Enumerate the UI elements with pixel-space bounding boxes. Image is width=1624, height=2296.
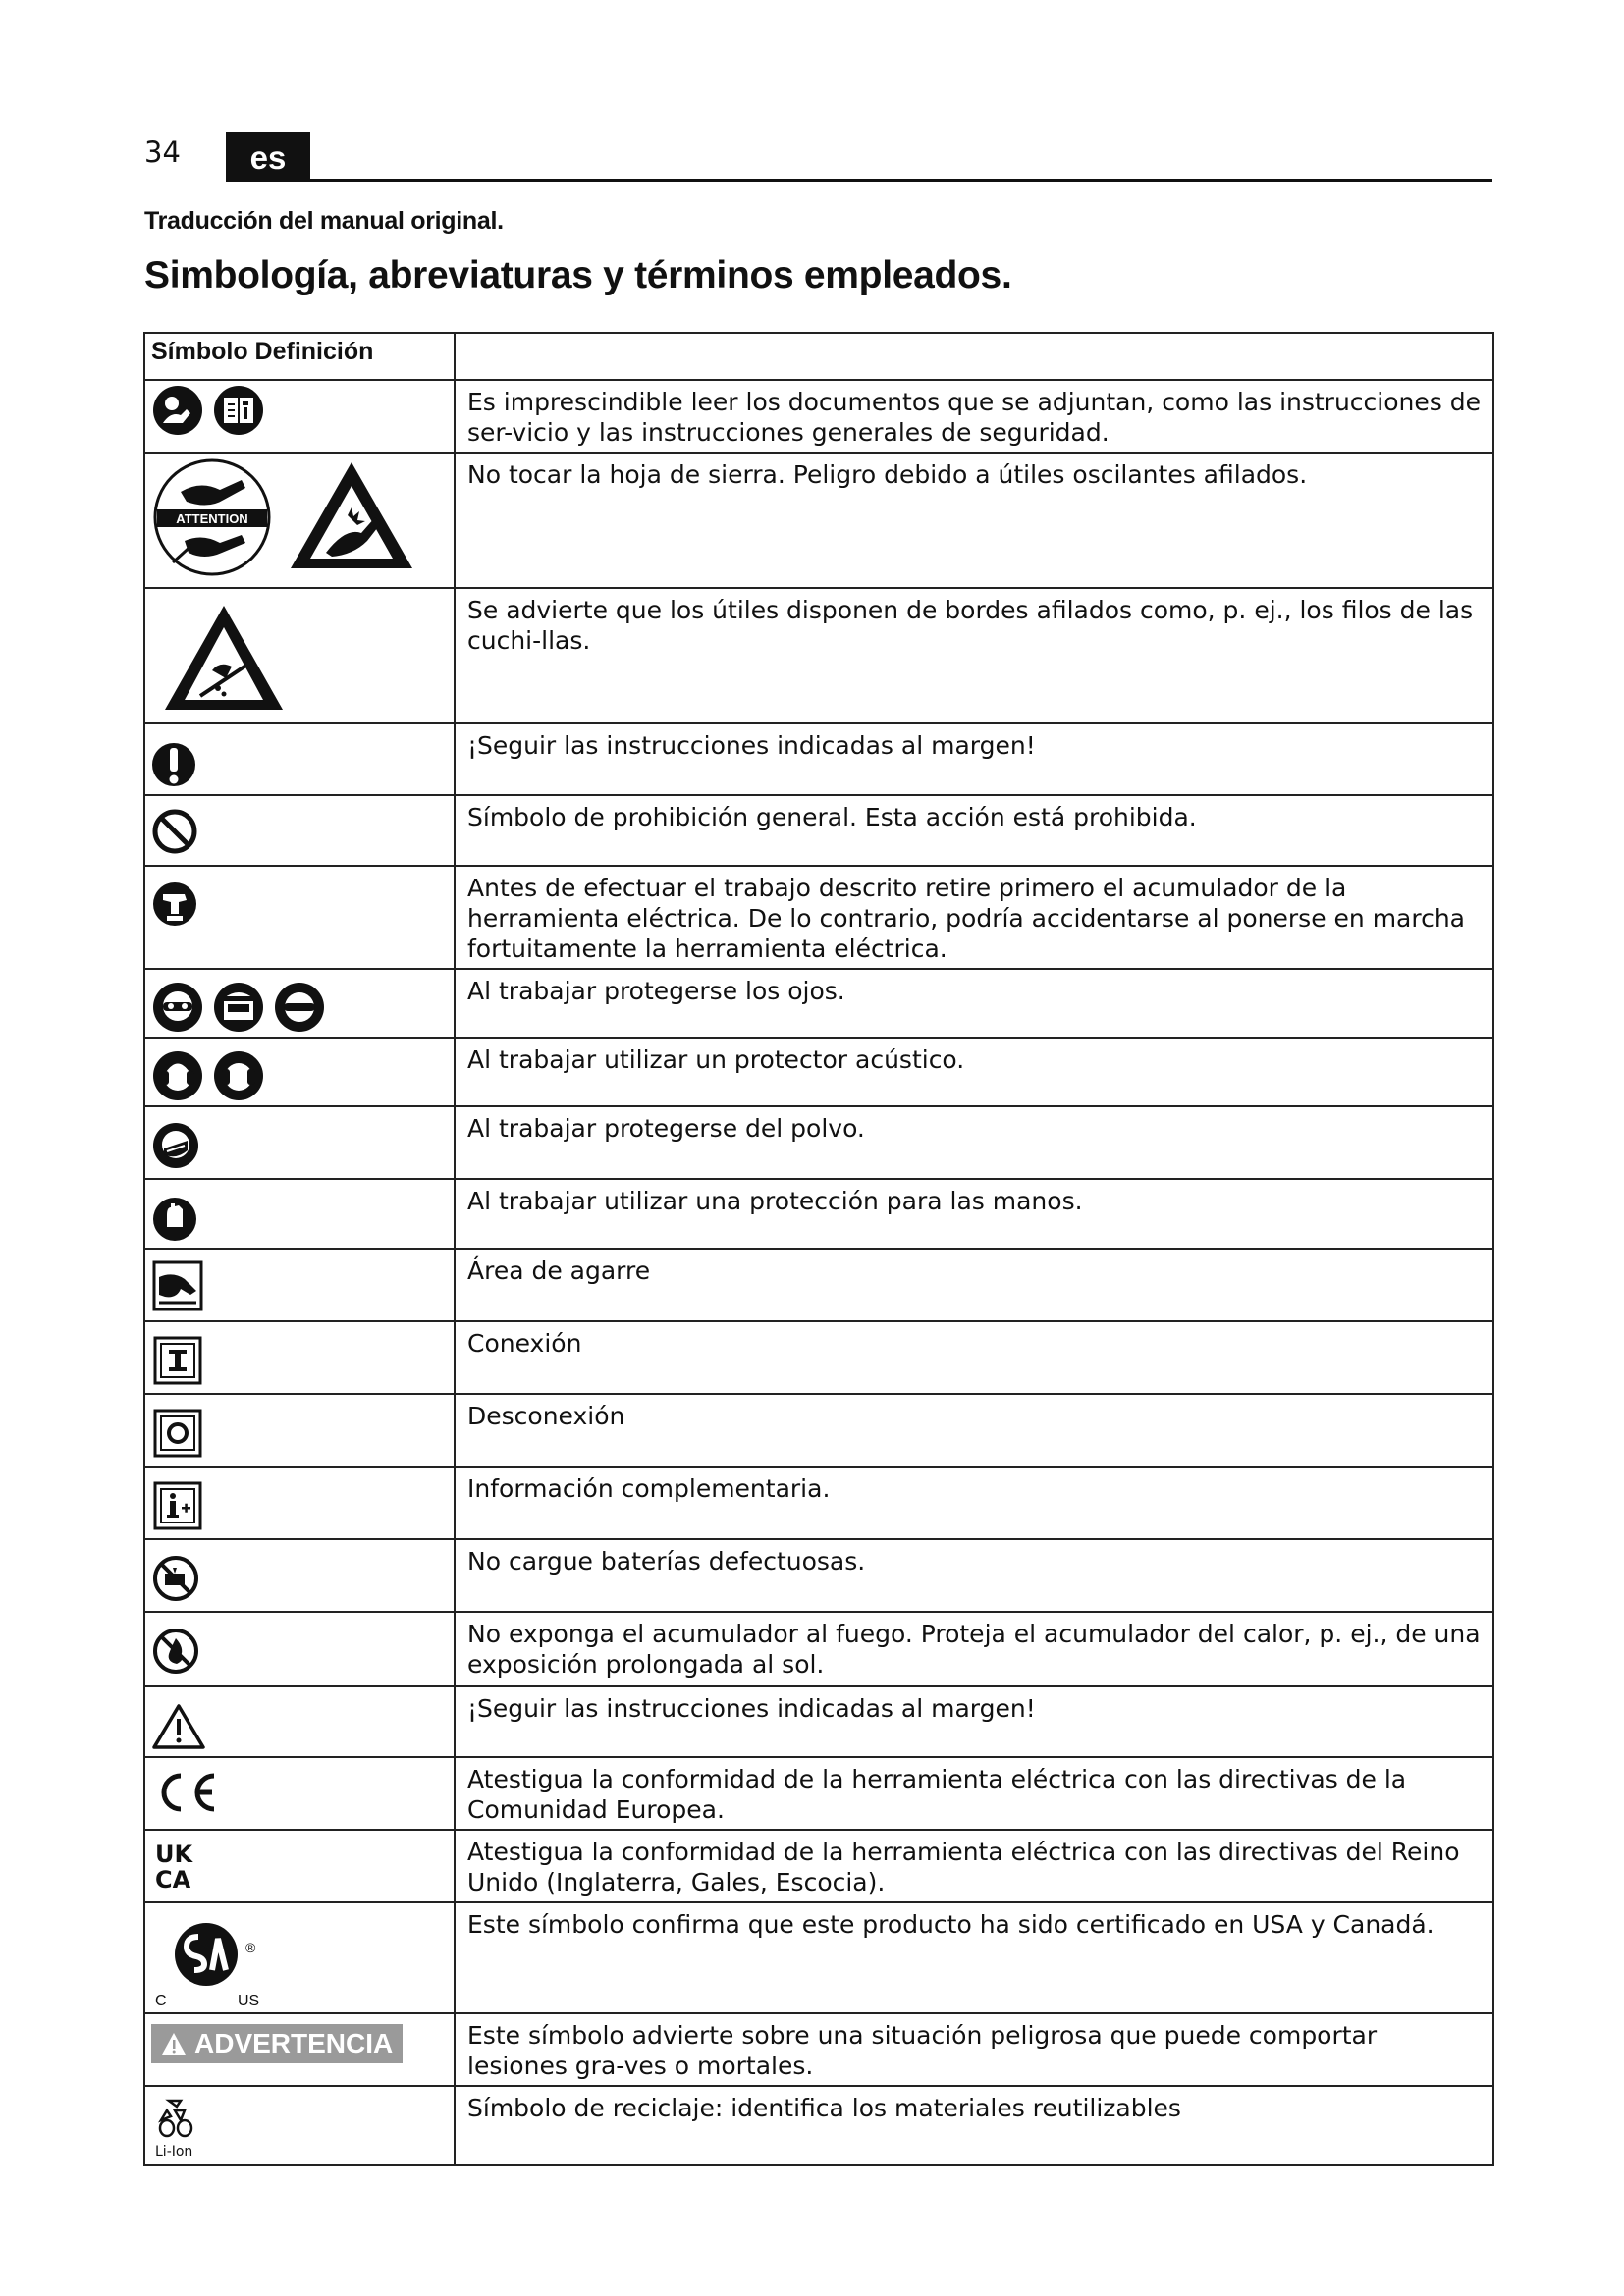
manual-book-icon	[212, 384, 265, 437]
advertencia-text: ADVERTENCIA	[194, 2028, 394, 2058]
row-definition: Al trabajar protegerse del polvo.	[455, 1106, 1493, 1179]
header-rule	[226, 179, 1492, 182]
row-definition: Desconexión	[455, 1394, 1493, 1467]
table-row	[144, 1539, 1493, 1612]
row-definition: Área de agarre	[455, 1249, 1493, 1321]
csa-registered-label: ®	[245, 1940, 256, 1955]
csa-mark-icon	[151, 1913, 269, 2009]
row-definition: Se advierte que los útiles disponen de bordes afilados como, p. ej., los filos de las cuchi-llas.	[455, 588, 1493, 723]
table-row	[144, 1612, 1493, 1686]
language-badge: es	[226, 132, 310, 181]
row-definition: Atestigua la conformidad de la herramienta eléctrica con las directivas del Reino Unido (Inglaterra, Gales, Escocia).	[455, 1830, 1493, 1902]
warning-triangle-small-icon	[161, 2032, 187, 2056]
table-row	[144, 1106, 1493, 1179]
prohibition-icon	[151, 808, 198, 855]
row-definition: Al trabajar utilizar una protección para las manos.	[455, 1179, 1493, 1249]
power-off-icon	[151, 1407, 206, 1462]
dust-mask-icon	[151, 1121, 200, 1170]
row-definition: No cargue baterías defectuosas.	[455, 1539, 1493, 1612]
row-definition: No tocar la hoja de sierra. Peligro debido a útiles oscilantes afilados.	[455, 453, 1493, 588]
table-row	[144, 1467, 1493, 1539]
advertencia-label-icon	[151, 2024, 403, 2063]
document-subtitle: Traducción del manual original.	[144, 207, 504, 235]
row-definition: Símbolo de reciclaje: identifica los materiales reutilizables	[455, 2086, 1493, 2165]
table-row	[144, 453, 1493, 588]
row-definition: ¡Seguir las instrucciones indicadas al margen!	[455, 723, 1493, 795]
table-header-row	[144, 333, 1493, 380]
table-row	[144, 1394, 1493, 1467]
row-definition: Información complementaria.	[455, 1467, 1493, 1539]
face-shield-icon	[212, 981, 265, 1034]
table-row	[144, 1321, 1493, 1394]
recycling-li-ion-icon	[151, 2093, 210, 2162]
table-row	[144, 1179, 1493, 1249]
table-row	[144, 723, 1493, 795]
table-row	[144, 1902, 1493, 2013]
table-row	[144, 1038, 1493, 1106]
table-row	[144, 1249, 1493, 1321]
column-headers: Símbolo Definición	[151, 338, 374, 365]
power-on-icon	[151, 1334, 206, 1389]
row-definition: Símbolo de prohibición general. Esta acción está prohibida.	[455, 795, 1493, 866]
no-charge-damaged-battery-icon	[151, 1554, 200, 1603]
table-row	[144, 1830, 1493, 1902]
row-definition: Atestigua la conformidad de la herramienta eléctrica con las directivas de la Comunidad Europea.	[455, 1757, 1493, 1830]
attention-label: ATTENTION	[176, 511, 248, 526]
ukca-mark-icon	[151, 1839, 196, 1892]
table-row	[144, 588, 1493, 723]
eye-protection-icon	[151, 981, 204, 1034]
table-row	[144, 380, 1493, 453]
csa-us-label: US	[238, 1993, 260, 2009]
row-definition: Es imprescindible leer los documentos que se adjuntan, como las instrucciones de ser-vicio y las instrucciones generales de seguridad.	[455, 380, 1493, 453]
read-manual-icon	[151, 384, 204, 437]
table-row	[144, 2086, 1493, 2165]
table-row	[144, 866, 1493, 969]
ce-mark-icon	[151, 1768, 222, 1817]
table-row	[144, 795, 1493, 866]
remove-battery-icon	[151, 881, 198, 928]
row-definition: Conexión	[455, 1321, 1493, 1394]
ear-muffs-icon	[212, 1049, 265, 1102]
ear-protection-icon	[151, 1049, 204, 1102]
row-definition: Al trabajar protegerse los ojos.	[455, 969, 1493, 1038]
do-not-touch-blade-icon	[151, 456, 273, 578]
sharp-edges-warning-icon	[161, 602, 287, 714]
row-definition: ¡Seguir las instrucciones indicadas al margen!	[455, 1686, 1493, 1757]
safety-glasses-icon	[273, 981, 326, 1034]
row-definition: Este símbolo confirma que este producto ha sido certificado en USA y Canadá.	[455, 1902, 1493, 2013]
no-fire-battery-icon	[151, 1627, 200, 1676]
exclamation-mandatory-icon	[151, 738, 196, 791]
symbols-table	[143, 332, 1494, 2166]
table-row	[144, 2013, 1493, 2086]
row-definition: Este símbolo advierte sobre una situación peligrosa que puede comportar lesiones gra-ves o mortales.	[455, 2013, 1493, 2086]
table-row	[144, 1757, 1493, 1830]
table-row	[144, 1686, 1493, 1757]
warning-triangle-icon	[151, 1703, 206, 1750]
row-definition: No exponga el acumulador al fuego. Proteja el acumulador del calor, p. ej., de una exposición prolongada al sol.	[455, 1612, 1493, 1686]
ukca-top-label: UK	[155, 1841, 193, 1868]
li-ion-label: Li-Ion	[155, 2144, 193, 2160]
csa-c-label: C	[155, 1993, 167, 2009]
row-definition: Al trabajar utilizar un protector acústico.	[455, 1038, 1493, 1106]
grip-area-icon	[151, 1259, 206, 1314]
row-definition: Antes de efectuar el trabajo descrito retire primero el acumulador de la herramienta eléctrica. De lo contrario, podría accidentarse al ponerse en marcha fortuitamente la herramienta eléctrica.	[455, 866, 1493, 969]
hazard-sharp-tool-icon	[287, 456, 416, 572]
page-number: 34	[144, 135, 181, 169]
table-row	[144, 969, 1493, 1038]
page-title: Simbología, abreviaturas y términos empleados.	[144, 254, 1012, 296]
ukca-bottom-label: CA	[155, 1866, 191, 1892]
gloves-icon	[151, 1194, 198, 1245]
info-plus-icon	[151, 1479, 206, 1534]
